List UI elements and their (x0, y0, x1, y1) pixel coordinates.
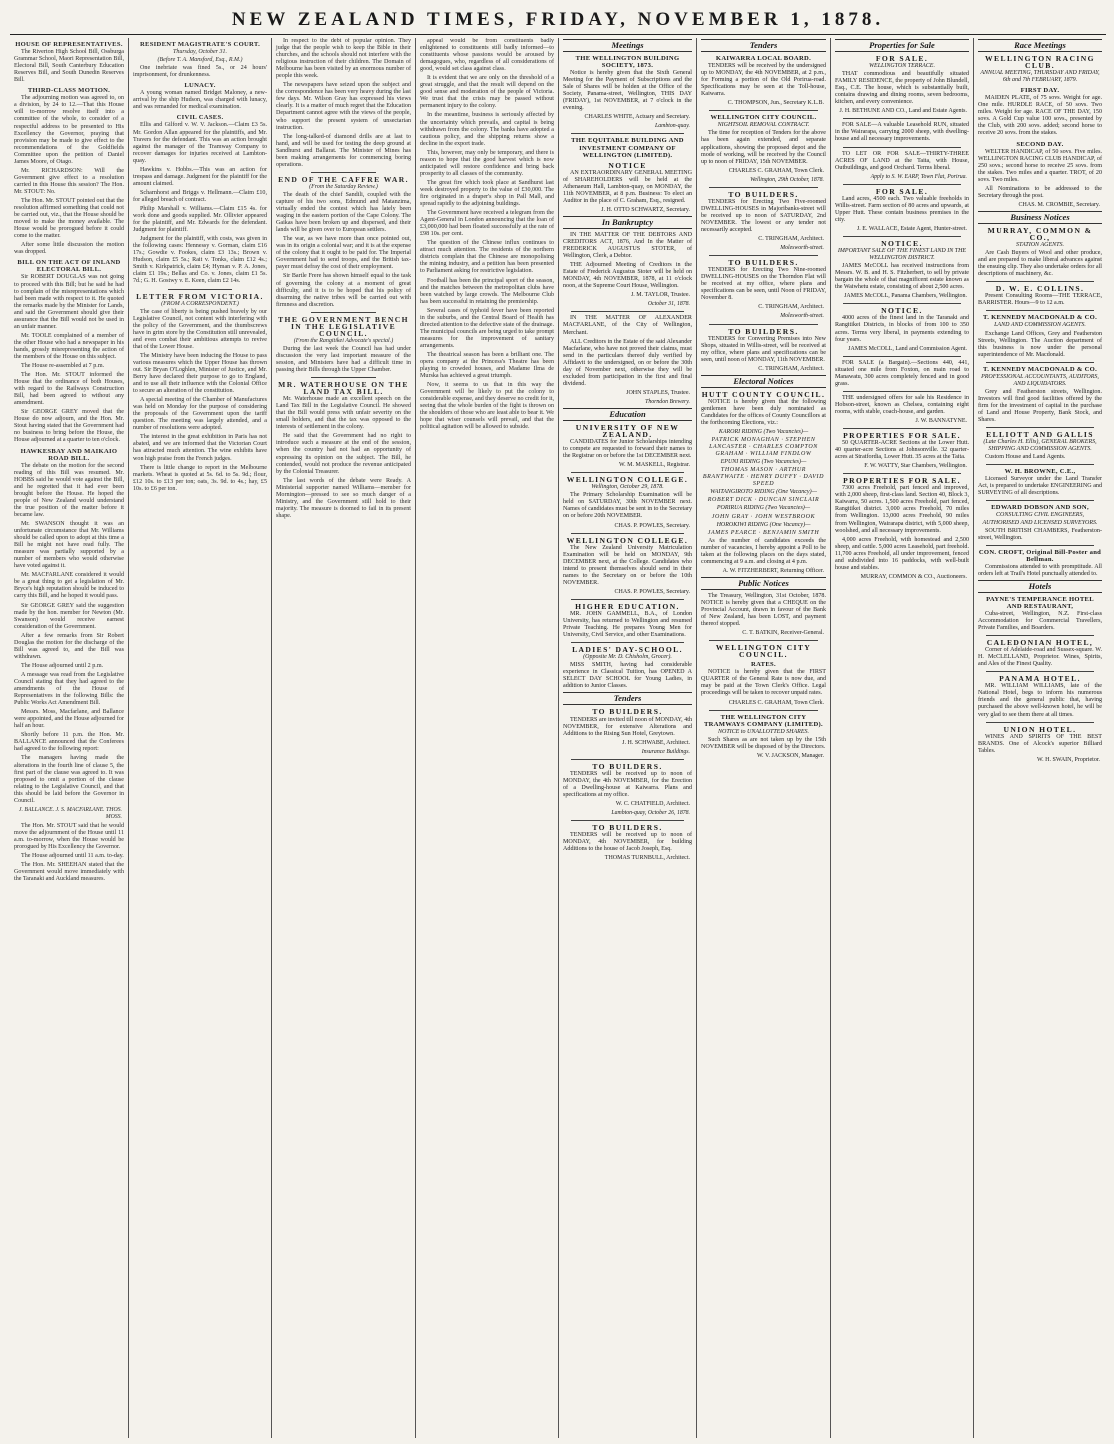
ad-place: Molesworth-street. (780, 245, 824, 252)
divider (709, 710, 818, 711)
article-paragraph: The death of the chief Sandili, coupled with the capture of his two sons, Edmund and Matanzima, virtually ended the contest which has lately been waging in the eastern portion of the Cape Colony. The Gaikas have been broken up and dispersed, and their lands will be given over to European settlers. (276, 191, 411, 234)
ad-subtitle: RATES. (751, 661, 776, 669)
ad-body: WINES AND SPIRITS OF THE BEST BRANDS. One of Alcock's superior Billiard Tables. (978, 733, 1102, 754)
ad-body: THE Adjourned Meeting of Creditors in the Estate of Frederick Augustus Stoter will be held on MONDAY, 4th NOVEMBER, 1878, at 11 o'clock noon, at the Supreme Court House, Wellington. (563, 262, 692, 290)
divider (843, 391, 961, 392)
article-paragraph: The last words of the debate were Ready. A Ministerial supporter named Williams—member for Mornington—pressed to see so much danger of a Ministry, and the Government still hold to their majority. The measure is doomed to fail in its present shape. (276, 477, 411, 519)
ad-title: WELLINGTON RACING CLUB. (985, 54, 1095, 71)
section-heading-tenders: Tenders (563, 692, 692, 705)
article-paragraph: The House adjourned until 11 a.m. to-day. (21, 853, 124, 860)
article-paragraph: The theatrical season has been a brilliant one. The opera company at the Princess's Theatre has been playing to crowded houses, and Madame Ilma de Murska has achieved a great triumph. (420, 351, 554, 380)
section-heading-properties: Properties for Sale (835, 39, 969, 52)
ad-body: Commissions attended to with promptitude. All orders left at Trail's Hotel punctually attended to. (978, 563, 1102, 577)
article-paragraph: A message was read from the Legislative Council stating that they had agreed to the amendments of the House of Representatives in the following Bills: the Public Works Act Amendment Bill. (14, 671, 124, 707)
section-heading-race-meetings: Race Meetings (978, 39, 1102, 52)
article-heading: RESIDENT MAGISTRATE'S COURT. (139, 41, 261, 48)
section-heading-business: Business Notices (978, 211, 1102, 224)
article-paragraph: The war, as we have more than once pointed out, was in its origin a colonial war; and it is at the expense of the colony that it ought to be paid for. The Imperial Government had to send troops, and the British tax-payer must defray the cost of their employment. (276, 236, 411, 271)
article-paragraph: The case of liberty is being pushed bravely by our Legislative Council, not content with interfering with the policy of the Government, and the thumbscrews have in grim store by the Constitution still unrevealed, and even combat their ambitious attempts to revive that of the Lower House. (133, 308, 267, 350)
ad-signature: C. T. BATKIN, Receiver-General. (742, 630, 824, 637)
ad-body: 4000 acres of the finest land in the Taranaki and Rangitikei Districts, in blocks of from 100 to 350 acres. Terms very liberal, in payments extending to four years. (835, 315, 969, 343)
candidate-list: ROBERT DICK · DUNCAN SINCLAIR (707, 497, 820, 504)
article-paragraph: He said that the Government had no right to introduce such a measure at the end of the session, when the country had not had an opportunity of expressing its opinion on the subject. The Bill, he contended, would not produce the revenue anticipated by the Colonial Treasurer. (276, 433, 411, 475)
column-1-parliament (10, 38, 129, 1438)
article-paragraph: There is little change to report in the Melbourne markets. Wheat is quoted at 5s. 6d. to 5s. 9d.; flour, £12 10s. to £13 per ton; oats, 3s. 9d. to 4s.; hay, £5 10s. to £6 per ton. (133, 464, 267, 492)
ad-body: The Primary Scholarship Examination will be held on SATURDAY, 30th NOVEMBER next. Names of candidates must be sent in to the Secretary on or before 20th NOVEMBER. (563, 492, 692, 520)
ad-body: Are Cash Buyers of Wool and other produce, and are prepared to make liberal advances against the ensuing clip. They also undertake orders for all descriptions of machinery, &c. (978, 250, 1102, 278)
ad-body: Grey and Featherston streets, Wellington. Investors will find good facilities offered by the firm for the investment of capital in the purchase of Land and House Property, Bank Stock, and Shares. (978, 388, 1102, 424)
ad-title: EDWARD DOBSON AND SON, (991, 504, 1089, 512)
ad-signature: J. H. BETHUNE AND CO., Land and Estate Agents. (839, 108, 967, 115)
article-paragraph: Sir ROBERT DOUGLAS was not going to proceed with this Bill; but he said he had to complain of the misrepresentations which had been made with respect to it. He quoted the remarks made by the Minister for Lands, and said the Government should give their assurance that the Bill would not be used in an unfair manner. (14, 274, 124, 330)
ad-title: T. KENNEDY MACDONALD & CO. (982, 365, 1098, 373)
riding-name: HOROKIWI RIDING (One Vacancy)— (716, 521, 811, 528)
ad-signature: CHARLES WHITE, Actuary and Secretary. (584, 114, 690, 121)
divider (986, 427, 1094, 428)
divider (843, 428, 961, 429)
ad-body: Licensed Surveyor under the Land Transfer Act, is prepared to undertake ENGINEERING and SURVEYING of all descriptions. (978, 476, 1102, 497)
section-heading-tenders: Tenders (701, 39, 826, 52)
ad-title: TO BUILDERS. (728, 189, 799, 199)
ad-place: Molesworth-street. (780, 313, 824, 320)
article-paragraph: A special meeting of the Chamber of Manufactures was held on Monday for the purpose of considering the proposals of the Government upon the tariff question. The meeting was largely attended, and a number of resolutions were adopted. (133, 397, 267, 432)
article-paragraph: The Hon. Mr. STOUT informed the House that the ordinance of both Houses, with regard to the Railways Construction Bill, had been agreed to without any amendment. (14, 372, 124, 407)
riding-name: PORIRUA RIDING (Two Vacancies)— (716, 505, 811, 512)
ad-place: Insurance Buildings. (641, 748, 690, 755)
ad-body: MR. WILLIAM WILLIAMS, late of the National Hotel, begs to inform his numerous friends and the general public that, having purchased the above well-known hotel, he will be very glad to see them there at all times. (978, 683, 1102, 718)
article-heading: THE GOVERNMENT BENCH IN THE LEGISLATIVE COUNCIL. (278, 314, 409, 338)
article-heading: CIVIL CASES. (176, 114, 224, 122)
ad-signature: JOHN STAPLES, Trustee. (626, 389, 690, 396)
ad-body: MR. JOHN GAMMELL, B.A., of London University, has returned to Wellington and resumed Private Teaching. He prepares Young Men for University, Civil Service, and other Examinations. (563, 611, 692, 639)
ad-signature: CHAS. P. POWLES, Secretary. (614, 522, 690, 529)
ad-signature: W. H. SWAIN, Proprietor. (1037, 756, 1100, 763)
article-paragraph: Judgment for the plaintiff, with costs, was given in the following cases: Hennessy v. Gorman, claim £16 17s.; Gowdie v. Fookes, claim £3 13s.; Brown v. Hudson, claim £5 5s.; Rait v. Tonks, claim £12 4s.; Smith v. Kirkpatrick, claim £4; Hyman v. P. A. Jones, claim £1 19s.; Bellas and Co. v. Jones, claim £1 5s. 7d.; G. H. Gostwy v. E. Keen, claim £2 14s. (133, 236, 267, 285)
divider (843, 236, 961, 237)
article-paragraph: The House adjourned until 2 p.m. (21, 662, 104, 669)
riding-name: WAITANGIROTO RIDING (One Vacancy)— (710, 489, 817, 496)
article-paragraph: The newspapers have seized upon the subject and the correspondence has been very heavy during the last few days. Mr. Wilson Gray has expressed his views clearly. It is a matter of much regret that the Education Department cannot agree with the views of the people, who support the present system of unsectarian instruction. (276, 82, 411, 131)
article-paragraph: A young woman named Bridget Maloney, a new-arrival by the ship Hudson, was charged with lunacy, and was remanded for medical examination. (133, 90, 267, 111)
ad-title: THE WELLINGTON BUILDING SOCIETY, 1873. (575, 55, 680, 70)
ad-signature: J. H. OTTO SCHWARTZ, Secretary. (601, 206, 690, 213)
ad-body: Notice is hereby given that the Sixth General Meeting for the Payment of Subscriptions and the Sale of Shares will be holden at the Office of the Society, Panama-street, Wellington, THIS DAY (FRIDAY), 1st NOVEMBER, at 7 o'clock in the evening. (563, 70, 692, 112)
column-8-race-business-hotels (974, 38, 1106, 1438)
divider (571, 133, 684, 134)
ad-title: KAIWARRA LOCAL BOARD. (715, 55, 812, 62)
ad-signature: F. W. WATTY, Star Chambers, Wellington. (864, 463, 967, 470)
article-paragraph: The Ministry have been inducing the House to pass various measures which the Upper House has thrown out. Sir Bryan O'Loghlen, Minister of Justice, and Mr. Berry have declared their purpose to go to England, and to use all their influence with the Colonial Office to secure an alteration of the constitution. (133, 352, 267, 395)
ad-body: AN EXTRAORDINARY GENERAL MEETING of SHAREHOLDERS will be held at the Athenaeum Hall, Lambton-quay, on MONDAY, the 11th NOVEMBER, at 8 p.m. Business: To elect an Auditor in the place of C. Graham, Esq., resigned. (563, 169, 692, 204)
ad-signature: W. C. CHATFIELD, Architect. (615, 800, 690, 807)
article-paragraph: It is evident that we are only on the threshold of a great struggle, and that the result will depend on the good sense and moderation of the people of Victoria. We trust that the crisis may be passed without permanent injury to the colony. (420, 75, 554, 110)
ad-subtitle: ANNUAL MEETING, THURSDAY AND FRIDAY, 6th and 7th FEBRUARY, 1879. (980, 70, 1100, 84)
ad-title: TO BUILDERS. (592, 761, 663, 771)
divider (571, 599, 684, 600)
ad-body: TENDERS for Erecting Two Nine-roomed DWELLING-HOUSES on the Thorndon Flat will be received at my office, where plans and specifications can be seen, until Noon of FRIDAY, November 8. (701, 267, 826, 302)
race-day: FIRST DAY. (1020, 87, 1060, 95)
article-heading: MR. WATERHOUSE ON THE LAND TAX BILL. (278, 380, 409, 397)
article-paragraph: Football has been the principal sport of the season, and the matches between the metropolitan clubs have been watched by large crowds. The Melbourne Club has been successful in retaining the premiership. (420, 277, 554, 305)
ad-subtitle: Wellington, October 29, 1878. (591, 484, 664, 491)
column-5-meetings (559, 38, 697, 1438)
ad-title: UNION HOTEL. (1003, 724, 1077, 734)
ad-title: NOTICE. (881, 238, 923, 248)
divider (986, 464, 1094, 465)
ad-title: CALEDONIAN HOTEL, (986, 638, 1094, 648)
ad-title: WELLINGTON CITY COUNCIL. (715, 643, 812, 660)
ad-body: SOUTH BRITISH CHAMBERS, Featherston-street, Wellington. (978, 527, 1102, 541)
article-paragraph: One inebriate was fined 5s., or 24 hours' imprisonment, for drunkenness. (133, 65, 267, 79)
ad-subtitle: NIGHTSOIL REMOVAL CONTRACT. (717, 122, 810, 129)
divider (986, 545, 1094, 546)
divider (986, 671, 1094, 672)
candidate-list: JOHN GRAY · JOHN WESTBROOK (711, 513, 816, 520)
ad-title: FOR SALE. (875, 186, 929, 196)
article-subheading: Thursday, October 31. (173, 49, 227, 56)
ad-body: CANDIDATES for Junior Scholarships intending to compete are requested to forward their names to the Registrar on or before the 1st DECEMBER next. (563, 439, 692, 460)
article-paragraph: Several cases of typhoid fever have been reported in the suburbs, and the Central Board of Health has directed attention to the defective state of the drainage. The municipal councils are being urged to take prompt measures for the improvement of sanitary arrangements. (420, 307, 554, 349)
ad-place: Lambton-quay. (655, 123, 690, 130)
ad-signature: J. M. TAYLOR, Trustee. (630, 292, 690, 299)
article-paragraph: Mr. TOOLE complained of a member of the other House who had a newspaper in his hands, grossly misrepresenting the action of the members of the House on this subject. (14, 332, 124, 360)
section-heading-education: Education (563, 408, 692, 421)
article-subheading: (From the Saturday Review.) (309, 183, 378, 190)
article-paragraph: Mr. RICHARDSON: Will the Government give effect to a resolution carried in this House this session? The Hon. Mr. STOUT: No. (14, 167, 124, 195)
section-heading-electoral: Electoral Notices (701, 375, 826, 388)
divider (843, 356, 961, 357)
article-subheading: (FROM A CORRESPONDENT.) (161, 300, 239, 307)
article-heading: END OF THE CAFFRE WAR. (278, 174, 409, 184)
ad-body: 7300 acres Freehold, part fenced and improved, with 2,000 sheep, first-class land. Section 40, Block 3, Kaiwarra, 50 acres. 1,500 acres Freehold, part fenced, Rangitikei district. 3,000 acres Freehold, 70 miles from Wellington. 13,000 acres Freehold, 90 miles from Wellington, Wairarapa district, with 5,000 sheep, woolshed, and all necessary improvements. (835, 485, 969, 534)
divider (843, 184, 961, 185)
column-6-tenders (697, 38, 831, 1438)
race-day: SECOND DAY. (1016, 140, 1064, 148)
ad-signature: C. TRINGHAM, Architect. (758, 304, 824, 311)
article-paragraph: After some little discussion the motion was dropped. (14, 242, 124, 256)
ad-body: WELTER HANDICAP, of 50 sovs. Five miles. WELLINGTON RACING CLUB HANDICAP, of 250 sovs.; second horse to receive 25 sovs. from the stakes. Two miles and a quarter. TROT, of 20 sovs. Two miles. (978, 148, 1102, 183)
section-heading-meetings: Meetings (563, 39, 692, 52)
article-heading: LETTER FROM VICTORIA. (136, 291, 264, 301)
article-subheading: (Before T. A. Mansford, Esq., R.M.) (157, 57, 243, 64)
article-paragraph: Now, it seems to us that in this way the Government will be likely to put the colony to considerable expense, and they deserve no credit for it, seeing that the whole burden of the fight is thrown on the shoulders of those who are least able to bear it. We hope that wiser counsels will prevail, and that the political agitation will be allowed to subside. (420, 382, 555, 431)
ad-notice: NOTICE (608, 160, 647, 170)
ad-subtitle: PROFESSIONAL ACCOUNTANTS, AUDITORS, AND LIQUIDATORS. (981, 373, 1099, 387)
divider (571, 472, 684, 473)
ad-body: IN THE MATTER OF ALEXANDER MACFARLANE, of the City of Wellington, Merchant. (563, 315, 692, 336)
ad-subtitle: CONSULTING CIVIL ENGINEERS, AUTHORISED AND LICENSED SURVEYORS. (982, 512, 1098, 526)
article-paragraph: Scharnhorst and Briggs v. Hellmann.—Claim £10, for alleged breach of contract. (133, 189, 267, 203)
article-heading: HAWKESBAY AND MAIKAIO ROAD BILL. (20, 447, 118, 462)
signature-block: J. BALLANCE. J. S. MACFARLANE. THOS. MOSS. (18, 806, 122, 820)
divider (986, 635, 1094, 636)
divider (571, 642, 684, 643)
ad-title: MURRAY, COMMON & CO., (987, 225, 1093, 242)
ad-date: October 31, 1878. (647, 301, 690, 308)
ad-title: D. W. E. COLLINS. (995, 284, 1085, 294)
article-paragraph: The Government have received a telegram from the Agent-General in London announcing that the loan of £3,000,000 had been floated successfully at the rate of £98 10s. per cent. (420, 210, 554, 238)
divider (571, 759, 684, 760)
ad-body: Custom House and Land Agents. (985, 454, 1066, 461)
article-heading: LUNACY. (184, 82, 216, 90)
article-paragraph: The House re-assembled at 7 p.m. (21, 363, 105, 370)
ad-body: TENDERS will be received up to noon of MONDAY, the 4th NOVEMBER, for the Erection of a Dwelling-house at Kaiwarra. Plans and specifications at my office. (563, 770, 692, 798)
ad-title: TO BUILDERS. (592, 707, 663, 717)
article-paragraph: Hawkins v. Hobbs.—This was an action for trespass and damage. Judgment for the plaintiff for the amount claimed. (133, 166, 267, 187)
column-3-articles (272, 38, 416, 1438)
article-heading: THIRD-CLASS MOTION. (27, 87, 111, 95)
ad-title: WELLINGTON CITY COUNCIL. (710, 114, 817, 122)
article-paragraph: The Hon. Mr. SHEEHAN stated that the Government would move immediately with the Taranaki and Auckland measures. (14, 862, 124, 883)
ad-body: TENDERS will be received up to noon of MONDAY, 4th NOVEMBER, for building Additions to the house of Jacob Joseph, Esq. (563, 832, 692, 853)
ad-signature: W. M. MASKELL, Registrar. (619, 462, 690, 469)
riding-name: KARORI RIDING (Two Vacancies)— (718, 429, 809, 436)
article-paragraph: The adjourning motion was agreed to, on a division, by 24 to 12.—That this House will to-morrow resolve itself into a committee of the whole, to consider of a respectful address to be presented to His Excellency the Governor, praying that provision may be made to give effect to the recommendations of the Goldfields Committee upon the petition of Daniel James Moore, of Otago. (14, 95, 124, 165)
ad-title: LADIES' DAY-SCHOOL. (572, 645, 683, 655)
article-paragraph: The great fire which took place at Sandhurst last week destroyed property to the value of £30,000. The fire originated in a draper's shop in Pall Mall, and spread rapidly to the adjoining buildings. (420, 179, 554, 208)
ad-body: IN THE MATTER OF THE DEBTORS AND CREDITORS ACT, 1876, And In the Matter of FREDERICK AUGUSTUS STOTER, of Wellington, Clerk, a Debtor. (563, 231, 692, 260)
ad-title: NOTICE. (881, 306, 923, 316)
ad-title: TO BUILDERS. (728, 326, 799, 336)
article-paragraph: The interest in the great exhibition in Paris has not abated, and we are informed that the Victorian Court has attracted much attention. The wine exhibits have won high praise from the French judges. (133, 434, 267, 462)
ad-signature: J. H. SCHWABE, Architect. (622, 739, 690, 746)
ad-title: THE WELLINGTON CITY TRAMWAYS COMPANY (LIMITED). (703, 713, 824, 728)
article-paragraph: Mr. SWANSON thought it was an unfortunate circumstance that Mr. Williams should be called upon to adopt at this time a Bill he might not have read fully. The measure was partially supported by a number of members who would otherwise have voted against it. (14, 521, 124, 570)
article-paragraph: During the last week the Council has had under discussion the very last important measure of the session, and Ministers have had a difficult time in passing their Bills through the Upper Chamber. (276, 345, 411, 374)
ad-title: FOR SALE. (875, 54, 929, 63)
divider (709, 187, 818, 188)
article-paragraph: Philip Marshall v. Williams.—Claim £15 4s. for work done and goods supplied. Mr. Ollivier appeared for the plaintiff, and Mr. Edwards for the defendant. Judgment for plaintiff. (133, 205, 267, 234)
section-heading-hotels: Hotels (978, 580, 1102, 593)
ad-body: THAT commodious and beautifully situated FAMILY RESIDENCE, the property of John Blundell, Esq., C.E. The house, which is substantially built, contains drawing and dining rooms, seven bedrooms, kitchen, and every convenience. (835, 71, 969, 106)
candidate-list: JAMES PEARCE · BENJAMIN SMITH (707, 529, 820, 536)
divider (709, 324, 818, 325)
ad-body: As the number of candidates exceeds the number of vacancies, I hereby appoint a Poll to be taken at the following places on the days stated, commencing at 9 a.m. and closing at 4 p.m. (701, 537, 826, 565)
ad-title: T. KENNEDY MACDONALD & CO. (982, 314, 1098, 322)
ad-date: Lambton-quay, October 26, 1878. (611, 810, 690, 817)
divider (986, 500, 1094, 501)
divider (709, 640, 818, 641)
ad-subtitle: IMPORTANT SALE OF THE FINEST LAND IN THE WELLINGTON DISTRICT. (837, 248, 967, 262)
ad-place: Thorndon Brewery. (645, 398, 690, 405)
ad-body: Present Consulting Rooms—THE TERRACE, BARRISTER. Hours—9 to 12 a.m. (978, 293, 1102, 307)
ad-signature: CHAS. M. CROMBIE, Secretary. (1018, 201, 1100, 208)
article-paragraph: In the meantime, business is seriously affected by the uncertainty which prevails, and capital is being withdrawn from the colony. The banks have adopted a cautious policy, and the shipping returns show a decline in the export trade. (420, 112, 554, 147)
divider (986, 722, 1094, 723)
ad-body: All Nominations to be addressed to the Secretary through the post. (978, 185, 1102, 199)
masthead: NEW ZEALAND TIMES, FRIDAY, NOVEMBER 1, 1878. (10, 6, 1106, 35)
ad-body: MISS SMITH, having had considerable experience in Classical Tuition, has OPENED A SELECT DAY SCHOOL for Young Ladies, in addition to Junior Classes. (563, 662, 692, 690)
article-paragraph: The long-talked-of diamond drills are at last to hand, and will be used for testing the deep ground at Sandhurst and Ballarat. The Minister of Mines has been making arrangements for commencing boring operations. (276, 133, 411, 168)
divider (843, 303, 961, 304)
ad-signature: CHARLES C. GRAHAM, Town Clerk. (728, 167, 824, 174)
article-paragraph: Messrs. Moss, Macfarlane, and Ballance were appointed, and the House adjourned for half an hour. (14, 709, 124, 730)
divider (311, 377, 376, 378)
divider (843, 473, 961, 474)
article-paragraph: The Hon. Mr. STOUT pointed out that the resolution affirmed something that could not be carried out, viz., that the House should be moved to make the money available. The House would be prorogued before it could come to the matter. (14, 197, 124, 240)
ad-body: TENDERS for Converting Premises into New Shops, situated in Willis-street, will be received at my office, where plans and specifications can be seen, until noon of MONDAY, 11th NOVEMBER. (701, 335, 826, 363)
ad-signature: J. E. WALLACE, Estate Agent, Hunter-street. (856, 225, 967, 232)
divider (168, 289, 232, 290)
article-paragraph: Sir GEORGE GREY moved that the House do now adjourn, and the Hon. Mr. Stout having stated that the Government had no business to bring before the House, the House adjourned at a quarter to ten o'clock. (14, 409, 124, 444)
article-paragraph: This, however, may only be temporary, and there is reason to hope that the good harvest which is now anticipated will restore confidence and bring back prosperity to all classes of the community. (420, 149, 554, 177)
candidate-list: PATRICK MONAGHAN · STEPHEN LANCASTER · CHARLES COMPTON GRAHAM · WILLIAM FINDLOW (709, 437, 818, 458)
ad-signature: CHARLES C. GRAHAM, Town Clerk. (728, 699, 824, 706)
ad-title: TO BUILDERS. (592, 823, 663, 833)
article-paragraph: The managers having made the alterations in the fourth line of clause 5, the first part of the clause was agreed to. It was proposed to omit a portion of the clause relating to the Legislative Council, and that this should be laid before the Governor in Council. (14, 755, 124, 804)
divider (709, 110, 818, 111)
ad-subtitle: (Late Charles H. Ellis), GENERAL BROKERS, SHIPPING AND COMMISSION AGENTS. (983, 439, 1097, 453)
article-paragraph: Shortly before 11 p.m. the Hon. Mr. BALLANCE announced that the Conferees had agreed to the following report: (14, 732, 124, 753)
ad-body: JAMES McCOLL has received instructions from Messrs. W. B. and H. S. Fitzherbert, to sell by private bargain the whole of that magnificent estate known as the Waiwhetu estate, consisting of about 2,500 acres. (835, 263, 969, 291)
ad-signature: THOMAS TURNBULL, Architect. (604, 855, 690, 862)
divider (571, 820, 684, 821)
ad-body: THE undersigned offers for sale his Residence in Hobson-street, known as Chelsea, containing eight rooms, with stable, coach-house, and garden. (835, 394, 969, 415)
article-paragraph: appeal would be from constituents badly enlightened to constituents still badly informed—to constituents whose passions would be aroused by demagogues, who, regardless of all considerations of good, would set class against class. (420, 38, 554, 73)
columns (10, 38, 1106, 1438)
ad-subtitle: NOTICE to UNALLOTTED SHARES. (717, 728, 809, 735)
article-paragraph: Mr. MACFARLANE considered it would be a great thing to get a legislation of Mr. Bryce's high reputation should be induced to carry this Bill, and he hoped it would pass. (14, 572, 124, 600)
article-paragraph: The Hon. Mr. STOUT said that he would move the adjournment of the House until 11 a.m. to-morrow, when the House would be prorogued by His Excellency the Governor. (14, 822, 124, 851)
ad-title: WELLINGTON COLLEGE. (566, 475, 689, 485)
article-subheading: (From the Rangitikei Advocate's special.) (293, 337, 394, 344)
article-paragraph: The Riverton High School Bill, Ossburga Grammar School, Maori Representation Bill, Electoral Bill, South Canterbury Education Reserves Bill, and South Dunedin Reserves Bill. (14, 49, 125, 84)
column-2-court (129, 38, 272, 1438)
ad-signature: MURRAY, COMMON & CO., Auctioneers. (860, 573, 967, 580)
ad-title: PAYNE'S TEMPERANCE HOTEL AND RESTAURANT, (986, 595, 1094, 610)
article-paragraph: The debate on the motion for the second reading of this Bill was resumed. Mr. HOBBS said he would vote against the Bill, and he regretted that it had ever been brought before the House. He hoped the people of New Zealand would understand the true position of the matter before it became law. (14, 462, 124, 518)
article-heading: BILL ON THE ACT OF INLAND ELECTORAL BILL. (17, 259, 121, 274)
divider (843, 118, 961, 119)
ad-body: TENDERS for Erecting Two Five-roomed DWELLING-HOUSES in Majoribanks-street will be received up to noon of SATURDAY, 2nd NOVEMBER. The lowest or any tender not necessarily accepted. (701, 198, 826, 233)
ad-body: 4,000 acres Freehold, with homestead and 2,500 sheep, and cattle. 5,000 acres Leasehold, part freehold. 11,700 acres Freehold, all under improvement, fenced and subdivided into 16 paddocks, with well-built house and stables. (835, 536, 969, 571)
ad-title: PROPERTIES FOR SALE. (843, 476, 961, 486)
riding-name: EPUNI RIDING (Two Vacancies)— (720, 459, 807, 466)
ad-signature: CHAS. P. POWLES, Secretary. (614, 588, 690, 595)
ad-title: W. H. BROWNE, C.E., (1004, 468, 1076, 476)
ad-title: HIGHER EDUCATION. (575, 601, 680, 611)
ad-body: TENDERS will be received by the undersigned up to MONDAY, the 4th NOVEMBER, at 2 p.m., for Forming a portion of the Old Porirua-road. Specifications may be seen at the Toll-house, Kaiwarra. (701, 63, 826, 98)
column-4-articles (416, 38, 559, 1438)
divider (311, 172, 376, 173)
ad-body: Corner of Adelaide-road and Sussex-square. W. H. McCLELLAND, Proprietor. Wines, Spirits, and Ales of the Finest Quality. (978, 647, 1102, 668)
parliament-heading: HOUSE OF REPRESENTATIVES. (15, 41, 123, 48)
ad-body: Cuba-street, Wellington, N.Z. First-class Accommodation for Commercial Travellers, Private Families, and Boarders. (978, 610, 1102, 632)
ad-body: The time for reception of Tenders for the above has been again extended, and separate applications, showing the proposed depot and the mode of working, will be received by the Council up to noon of FRIDAY, 15th NOVEMBER. (701, 130, 826, 165)
ad-signature: Apply to S. W. EARP, Town Flat, Porirua. (870, 173, 967, 180)
ad-subtitle: (Opposite Mr. D. Chisholm, Grocer). (583, 654, 672, 661)
ad-signature: C. THOMPSON, Jun., Secretary K.L.B. (727, 100, 824, 107)
ad-body: TENDERS are invited till noon of MONDAY, 4th NOVEMBER, for extensive Alterations and Additions to the Rising Sun Hotel, Greytown. (563, 716, 692, 737)
ad-title: UNIVERSITY OF NEW ZEALAND. (575, 422, 680, 440)
article-paragraph: Ellis and Gilford v. W. V. Jackson.—Claim £3 5s. Mr. Gordon Allan appeared for the plaintiffs, and Mr. Travers for the defendant. This was an action brought against the manager of the Tramway Company to recover damages for injuries received at Lambton-quay. (133, 122, 267, 164)
ad-signature: W. V. JACKSON, Manager. (756, 752, 824, 759)
ad-signature: C. TRINGHAM, Architect. (758, 236, 824, 243)
ad-signature: JAMES McCOLL, Panama Chambers, Wellington. (844, 293, 967, 300)
ad-body: Such Shares as are not taken up by the 15th NOVEMBER will be disposed of by the Directors. (701, 736, 826, 750)
ad-body: 50 QUARTER-ACRE Sections at the Lower Hutt. 40 quarter-acre Sections at Johnsonville. 32 quarter-acres at Stratfordia, Lower Hutt. 35 acres at the Taita. (835, 440, 969, 461)
divider (986, 281, 1094, 282)
ad-body: The New Zealand University Matriculation Examination will be held on MONDAY, 9th DECEMBER next, at the College. Candidates who intend to present themselves should send in their names to the Secretary on or before the 10th NOVEMBER. (563, 544, 692, 586)
article-paragraph: The question of the Chinese influx continues to attract much attention. The residents of the northern districts complain that the Chinese are monopolising the mining industry, and a petition has been presented to Parliament asking for restrictive legislation. (420, 240, 554, 275)
column-7-properties (831, 38, 974, 1438)
ad-title: THE EQUITABLE BUILDING AND INVESTMENT COMPANY OF WELLINGTON (LIMITED). (571, 137, 684, 159)
article-paragraph: In respect to the debt of popular opinion. They judge that the people wish to keep the Bible in their churches, and the schools should not interfere with the religious instruction of their children. The Domain of Melbourne has been visited by an enormous number of people this week. (276, 38, 411, 80)
ad-title: PANAMA HOTEL. (999, 674, 1081, 684)
ad-body: TO LET OR FOR SALE—THIRTY-THREE ACRES OF LAND at the Taita, with House, Outbuildings, and good Orchard. Terms liberal. (835, 150, 969, 171)
divider (311, 312, 376, 313)
ad-signature: A. W. FITZHERBERT, Returning Officer. (722, 567, 824, 574)
ad-subtitle: LAND AND COMMISSION AGENTS. (994, 322, 1086, 329)
article-paragraph: After a few remarks from Sir Robert Douglas the motion for the discharge of the Bill was agreed to, and the Bill was withdrawn. (14, 632, 124, 660)
ad-subtitle: WELLINGTON TERRACE. (869, 63, 935, 70)
section-heading-bankruptcy: In Bankruptcy (563, 216, 692, 229)
section-heading-public-notices: Public Notices (701, 577, 826, 590)
candidate-list: THOMAS MASON · ARTHUR BRANTWAITE · HENRY DUFFY · DAVID SPEED (702, 467, 825, 488)
ad-title: WELLINGTON COLLEGE. (566, 535, 689, 545)
divider (986, 362, 1094, 363)
ad-body: FOR SALE—A valuable Leasehold RUN, situated in the Wairarapa, carrying 2000 sheep, with dwelling-house and all necessary improvements. (835, 122, 969, 143)
article-paragraph: Sir GEORGE GREY said the suggestion made by the hon. member for Newton (Mr. Swanson) would receive earnest consideration of the Government. (14, 602, 124, 630)
ad-date: Wellington, 29th October, 1878. (750, 176, 824, 183)
divider (709, 255, 818, 256)
ad-signature: J. W. BANNATYNE. (915, 417, 967, 424)
ad-body: Exchange Land Offices, Grey and Featherston Streets, Wellington. The Auction department of this business is now under the personal superintendence of Mr. Macdonald. (978, 330, 1102, 358)
divider (843, 147, 961, 148)
ad-title: CON. CROFT, Original Bill-Poster and Bellman. (978, 548, 1102, 563)
ad-body: MAIDEN PLATE, of 75 sovs. Weight for age. One mile. HURDLE RACE, of 50 sovs. Two miles. Weight for age. RACE OF THE DAY, 150 sovs. A Gold Cup value 100 sovs., presented by the Club, with 200 sovs. added; second horse to receive 20 sovs. from the stakes. (978, 95, 1102, 137)
ad-body: Land acres, 4500 each. Two valuable freeholds in Willis-street. Farm section of 80 acres and upwards, at Upper Hutt. These contain business premises in the city. (835, 195, 969, 223)
article-paragraph: Sir Bartle Frere has shown himself equal to the task of governing the colony at a moment of great difficulty, and it is to be hoped that his policy of disarming the native tribes will be carried out with firmness and discretion. (276, 273, 411, 308)
ad-body: The Treasury, Wellington, 31st October, 1878. NOTICE is hereby given that a CHEQUE on the Provincial Account, drawn in favour of the Bank of New Zealand, has been LOST, and payment thereof stopped. (701, 592, 826, 628)
ad-title: TO BUILDERS. (728, 258, 799, 268)
divider (986, 310, 1094, 311)
ad-body: ALL Creditors in the Estate of the said Alexander Macfarlane, who have not proved their claims, must send in the particulars thereof duly verified by Affidavit to the undersigned, on or before the 30th day of November next, otherwise they will be excluded from participation in the first and final dividend. (563, 338, 692, 387)
ad-title: ELLIOTT AND GALLIS (986, 430, 1094, 440)
ad-body: NOTICE is hereby given that the FIRST QUARTER of the General Rate is now due, and may be paid at the Town Clerk's Office. Legal proceedings will be taken to recover unpaid rates. (701, 669, 826, 697)
ad-body: NOTICE is hereby given that the following gentlemen have been duly nominated as Candidates for the offices of County Councillors at the forthcoming Elections, viz.: (701, 398, 826, 426)
article-paragraph: Mr. Waterhouse made an excellent speech on the Land Tax Bill in the Legislative Council. He showed that the Bill would press with unfair severity on the small holders, and that the tax was opposed to the interests of settlement in the colony. (276, 396, 411, 431)
ad-signature: C. TRINGHAM, Architect. (758, 365, 824, 372)
ad-title: HUTT COUNTY COUNCIL. (701, 389, 826, 399)
ad-subtitle: STATION AGENTS. (1016, 242, 1064, 249)
divider (571, 533, 684, 534)
ad-title: PROPERTIES FOR SALE. (843, 431, 961, 441)
ad-body: FOR SALE (a Bargain).—Sections 440, 441, situated one mile from Foxton, on main road to Manawatu, 300 acres completely fenced and in good grass. (835, 359, 969, 387)
ad-signature: JAMES McCOLL, Land and Commission Agent. (848, 345, 967, 352)
divider (571, 311, 684, 312)
